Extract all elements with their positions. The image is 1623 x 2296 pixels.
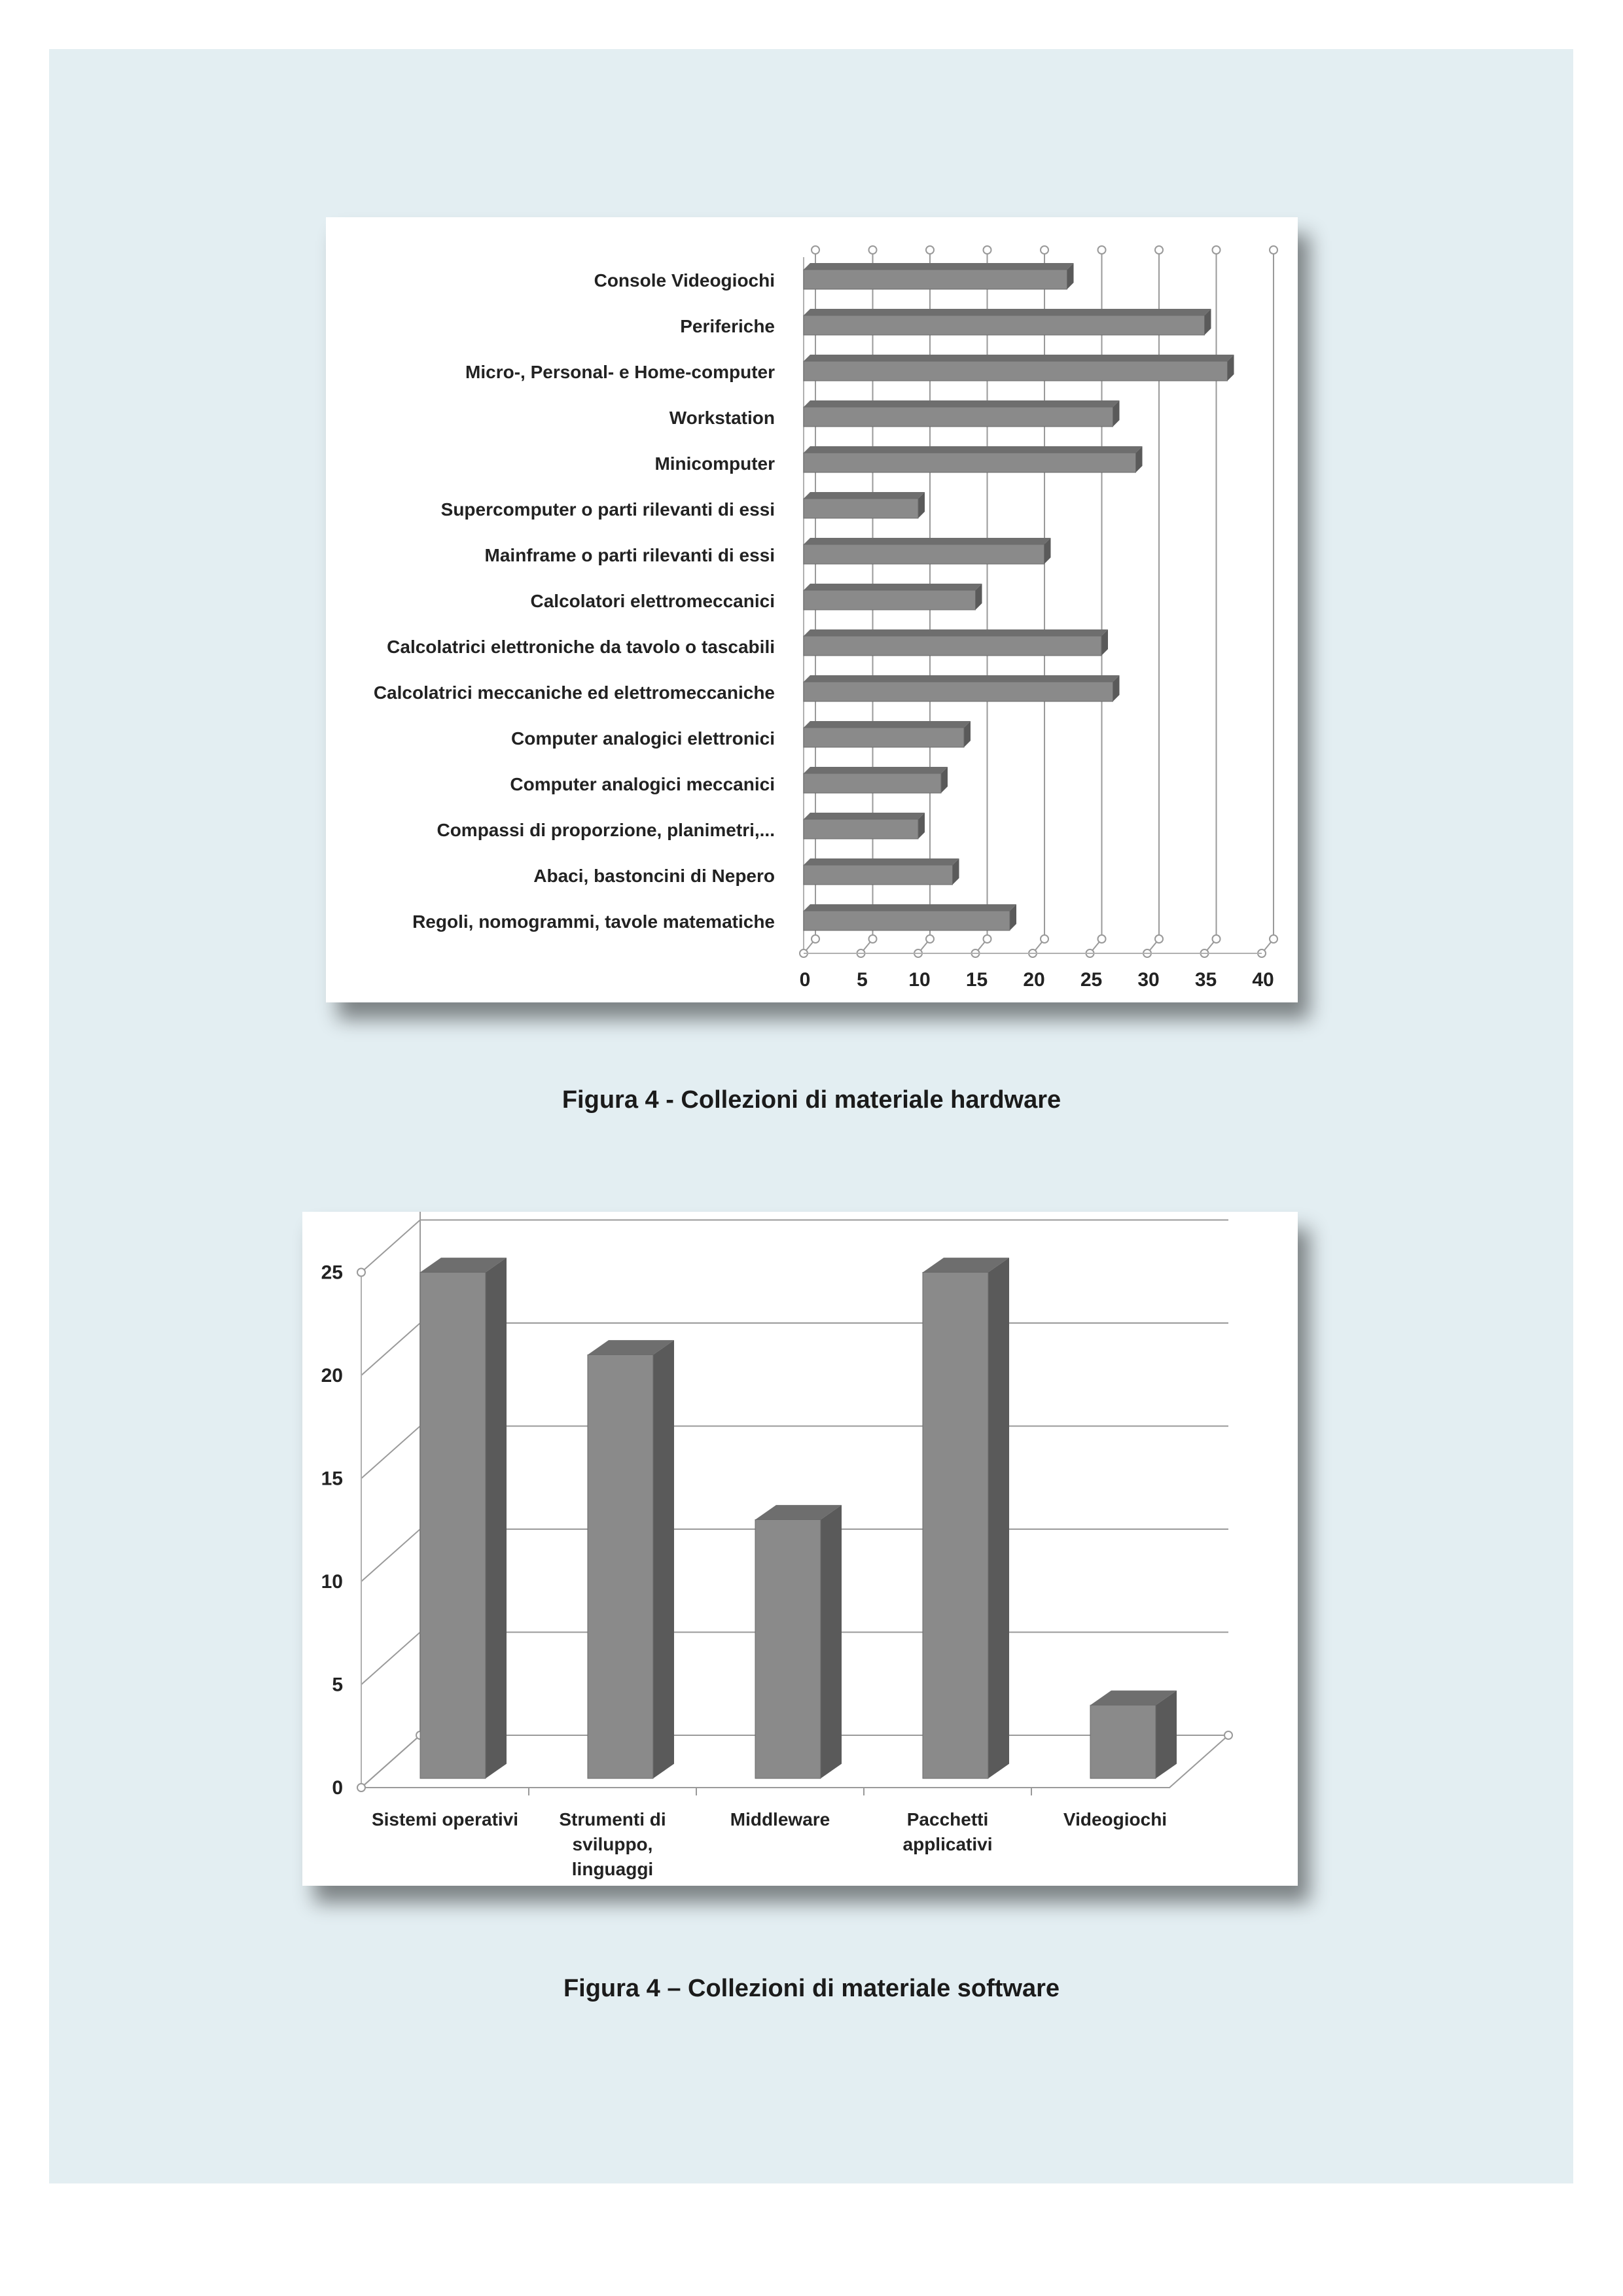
bar-top-face xyxy=(804,904,1016,911)
bar xyxy=(804,819,918,839)
wall-connector xyxy=(361,1426,420,1479)
x-tick-label: 15 xyxy=(965,969,988,991)
gridline-marker xyxy=(812,246,819,254)
category-label: Calcolatori elettromeccanici xyxy=(530,591,775,611)
bar-top-face xyxy=(804,263,1074,270)
axis-marker xyxy=(357,1269,365,1277)
bar xyxy=(588,1355,653,1779)
category-label: Sistemi operativi xyxy=(371,1809,519,1829)
bar xyxy=(804,865,953,885)
category-label: Console Videogiochi xyxy=(594,270,775,291)
x-tick-label: 30 xyxy=(1137,969,1160,991)
bar-top-face xyxy=(804,400,1120,407)
gridline-marker xyxy=(1270,246,1277,254)
category-label: Supercomputer o parti rilevanti di essi xyxy=(440,499,775,520)
bar xyxy=(804,728,964,747)
bar-top-face xyxy=(804,629,1108,636)
category-label: Abaci, bastoncini di Nepero xyxy=(533,866,775,886)
software-chart-card xyxy=(302,1212,1298,1886)
axis-marker xyxy=(357,1784,365,1792)
y-tick-label: 5 xyxy=(332,1674,343,1696)
category-label: applicativi xyxy=(902,1834,993,1854)
bar-side-face xyxy=(1156,1691,1177,1778)
wall-connector xyxy=(361,1529,420,1581)
bar xyxy=(804,407,1113,427)
bar xyxy=(804,773,941,793)
bar xyxy=(804,590,976,610)
y-tick-label: 0 xyxy=(332,1777,343,1799)
category-label: Minicomputer xyxy=(654,453,775,474)
x-tick-label: 25 xyxy=(1080,969,1103,991)
category-label: Computer analogici meccanici xyxy=(510,774,775,794)
category-label: Mainframe o parti rilevanti di essi xyxy=(484,545,775,565)
category-label: Periferiche xyxy=(680,316,775,336)
bar-top-face xyxy=(804,675,1120,682)
category-label: Micro-, Personal- e Home-computer xyxy=(465,362,775,382)
bar xyxy=(804,499,918,518)
bar xyxy=(804,453,1136,472)
x-tick-label: 40 xyxy=(1252,969,1274,991)
x-tick-label: 35 xyxy=(1194,969,1217,991)
bar xyxy=(420,1273,486,1779)
bar xyxy=(755,1520,821,1779)
category-label: Computer analogici elettronici xyxy=(511,728,775,749)
category-label: Pacchetti xyxy=(906,1809,989,1829)
gridline-marker xyxy=(926,935,934,943)
y-tick-label: 15 xyxy=(321,1468,343,1490)
bar-top-face xyxy=(804,813,925,819)
wall-connector xyxy=(361,1633,420,1685)
bar xyxy=(804,270,1067,289)
bar-side-face xyxy=(653,1340,674,1778)
axis-marker xyxy=(1224,1731,1232,1739)
gridline-marker xyxy=(984,935,991,943)
category-label: Strumenti di xyxy=(559,1809,666,1829)
gridline-marker xyxy=(869,935,877,943)
gridline-marker xyxy=(1098,246,1106,254)
wall-connector xyxy=(361,1220,420,1273)
x-tick-label: 20 xyxy=(1023,969,1045,991)
bar xyxy=(804,636,1101,656)
gridline-marker xyxy=(869,246,877,254)
bar-top-face xyxy=(804,309,1211,315)
category-label: Calcolatrici elettroniche da tavolo o tascabili xyxy=(387,637,775,657)
bar-top-face xyxy=(804,767,948,773)
category-label: Compassi di proporzione, planimetri,... xyxy=(437,820,775,840)
category-label: Workstation xyxy=(669,408,775,428)
hardware-bar-chart xyxy=(326,217,1298,1002)
wall-connector xyxy=(361,1323,420,1375)
bar-top-face xyxy=(804,858,959,865)
gridline-marker xyxy=(1155,935,1163,943)
bar xyxy=(923,1273,988,1779)
hardware-figure-caption: Figura 4 - Collezioni di materiale hardware xyxy=(562,1086,1061,1114)
bar xyxy=(804,911,1010,930)
bar-top-face xyxy=(804,355,1234,361)
bar-top-face xyxy=(804,721,971,728)
y-tick-label: 10 xyxy=(321,1571,343,1593)
category-label: Videogiochi xyxy=(1063,1809,1168,1829)
bar xyxy=(804,315,1205,335)
bar-side-face xyxy=(988,1258,1009,1778)
gridline-marker xyxy=(1098,935,1106,943)
y-tick-label: 25 xyxy=(321,1262,343,1284)
gridline-marker xyxy=(1213,246,1221,254)
bar-top-face xyxy=(804,446,1143,453)
category-label: Calcolatrici meccaniche ed elettromeccaniche xyxy=(373,682,775,703)
software-bar-chart xyxy=(302,1212,1298,1886)
gridline-marker xyxy=(1270,935,1277,943)
gridline-marker xyxy=(812,935,819,943)
gridline-marker xyxy=(926,246,934,254)
category-label: linguaggi xyxy=(571,1859,654,1879)
x-tick-label: 0 xyxy=(799,969,811,991)
category-label: Middleware xyxy=(730,1809,830,1829)
x-tick-label: 10 xyxy=(908,969,931,991)
gridline-marker xyxy=(984,246,991,254)
bar-side-face xyxy=(821,1505,842,1778)
bar-side-face xyxy=(486,1258,507,1778)
software-figure-caption: Figura 4 – Collezioni di materiale software xyxy=(563,1975,1060,2002)
x-tick-label: 5 xyxy=(857,969,868,991)
bar xyxy=(804,361,1228,381)
gridline-marker xyxy=(1155,246,1163,254)
bar-top-face xyxy=(804,584,982,590)
gridline-marker xyxy=(1041,935,1048,943)
bar xyxy=(804,682,1113,701)
bar xyxy=(804,544,1044,564)
gridline-marker xyxy=(1041,246,1048,254)
gridline-marker xyxy=(1213,935,1221,943)
bar-top-face xyxy=(804,492,925,499)
bar xyxy=(1090,1705,1156,1778)
category-label: Regoli, nomogrammi, tavole matematiche xyxy=(412,911,775,932)
hardware-chart-card xyxy=(326,217,1298,1002)
bar-top-face xyxy=(804,538,1051,544)
category-label: sviluppo, xyxy=(572,1834,653,1854)
y-tick-label: 20 xyxy=(321,1365,343,1386)
